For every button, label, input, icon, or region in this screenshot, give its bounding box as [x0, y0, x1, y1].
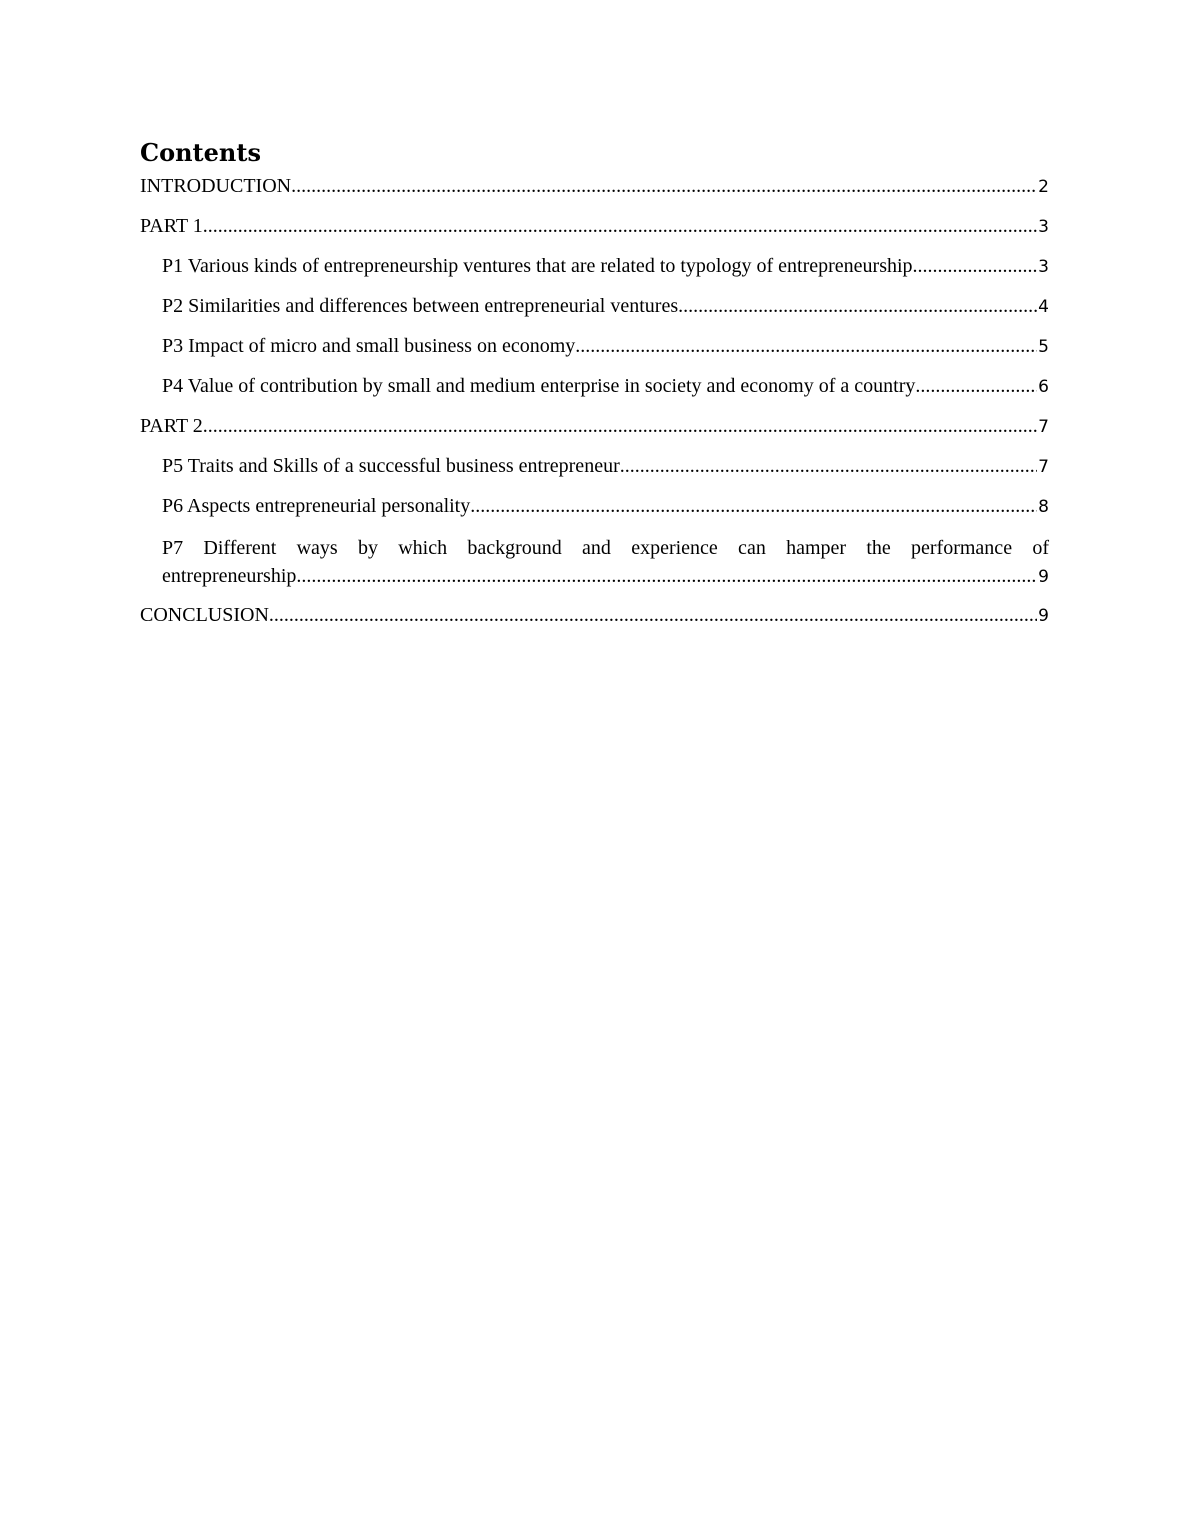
toc-dot-leader	[575, 334, 1037, 358]
toc-page-number: 5	[1038, 337, 1049, 357]
toc-entry-label: PART 2	[140, 415, 203, 437]
toc-page-number: 2	[1038, 177, 1049, 197]
toc-entry-label: P2 Similarities and differences between entrepreneurial ventures	[162, 295, 679, 317]
toc-entry-part-1[interactable]	[140, 214, 1049, 254]
toc-page-number: 6	[1038, 377, 1049, 397]
document-page	[140, 138, 1049, 643]
toc-entry-label: INTRODUCTION	[140, 175, 292, 197]
toc-entry-p4[interactable]	[140, 374, 1049, 414]
toc-dot-leader	[296, 562, 1037, 590]
toc-page-number: 3	[1038, 257, 1049, 277]
toc-dot-leader	[269, 603, 1037, 627]
toc-entry-p1[interactable]	[140, 254, 1049, 294]
toc-entry-p7[interactable]	[140, 534, 1049, 603]
toc-entry-p6[interactable]	[140, 494, 1049, 534]
toc-entry-label: P1 Various kinds of entrepreneurship ventures that are related to typology of entrepreneurship	[162, 255, 913, 277]
toc-page-number: 4	[1038, 297, 1049, 317]
toc-entry-p3[interactable]	[140, 334, 1049, 374]
toc-page-number: 8	[1038, 497, 1049, 517]
toc-dot-leader	[203, 214, 1037, 238]
toc-page-number: 9	[1038, 606, 1049, 626]
toc-entry-label: PART 1	[140, 215, 203, 237]
toc-dot-leader	[203, 414, 1037, 438]
toc-entry-part-2[interactable]	[140, 414, 1049, 454]
toc-entry-p5[interactable]	[140, 454, 1049, 494]
toc-entry-label: P5 Traits and Skills of a successful business entrepreneur	[162, 455, 620, 477]
toc-page-number: 9	[1038, 567, 1049, 587]
toc-entry-line-2	[162, 562, 1049, 591]
toc-entry-introduction[interactable]	[140, 174, 1049, 214]
toc-entry-label-line-2: entrepreneurship	[162, 565, 297, 587]
toc-dot-leader	[470, 494, 1037, 518]
toc-dot-leader	[291, 174, 1037, 198]
toc-dot-leader	[620, 454, 1037, 478]
toc-dot-leader	[913, 254, 1038, 278]
toc-page-number: 7	[1038, 417, 1049, 437]
toc-entry-label: P6 Aspects entrepreneurial personality	[162, 495, 471, 517]
toc-entry-label: P4 Value of contribution by small and medium enterprise in society and economy of a country	[162, 375, 916, 397]
toc-entry-label-line-1: P7 Different ways by which background and experience can hamper the performance of	[162, 537, 1049, 559]
toc-entry-p2[interactable]	[140, 294, 1049, 334]
toc-heading: Contents	[140, 138, 261, 167]
toc-dot-leader	[915, 374, 1037, 398]
toc-entry-label: P3 Impact of micro and small business on economy	[162, 335, 576, 357]
toc-entry-label: CONCLUSION	[140, 604, 269, 626]
toc-dot-leader	[678, 294, 1037, 318]
toc-entry-conclusion[interactable]	[140, 603, 1049, 643]
toc-page-number: 7	[1038, 457, 1049, 477]
toc-page-number: 3	[1038, 217, 1049, 237]
